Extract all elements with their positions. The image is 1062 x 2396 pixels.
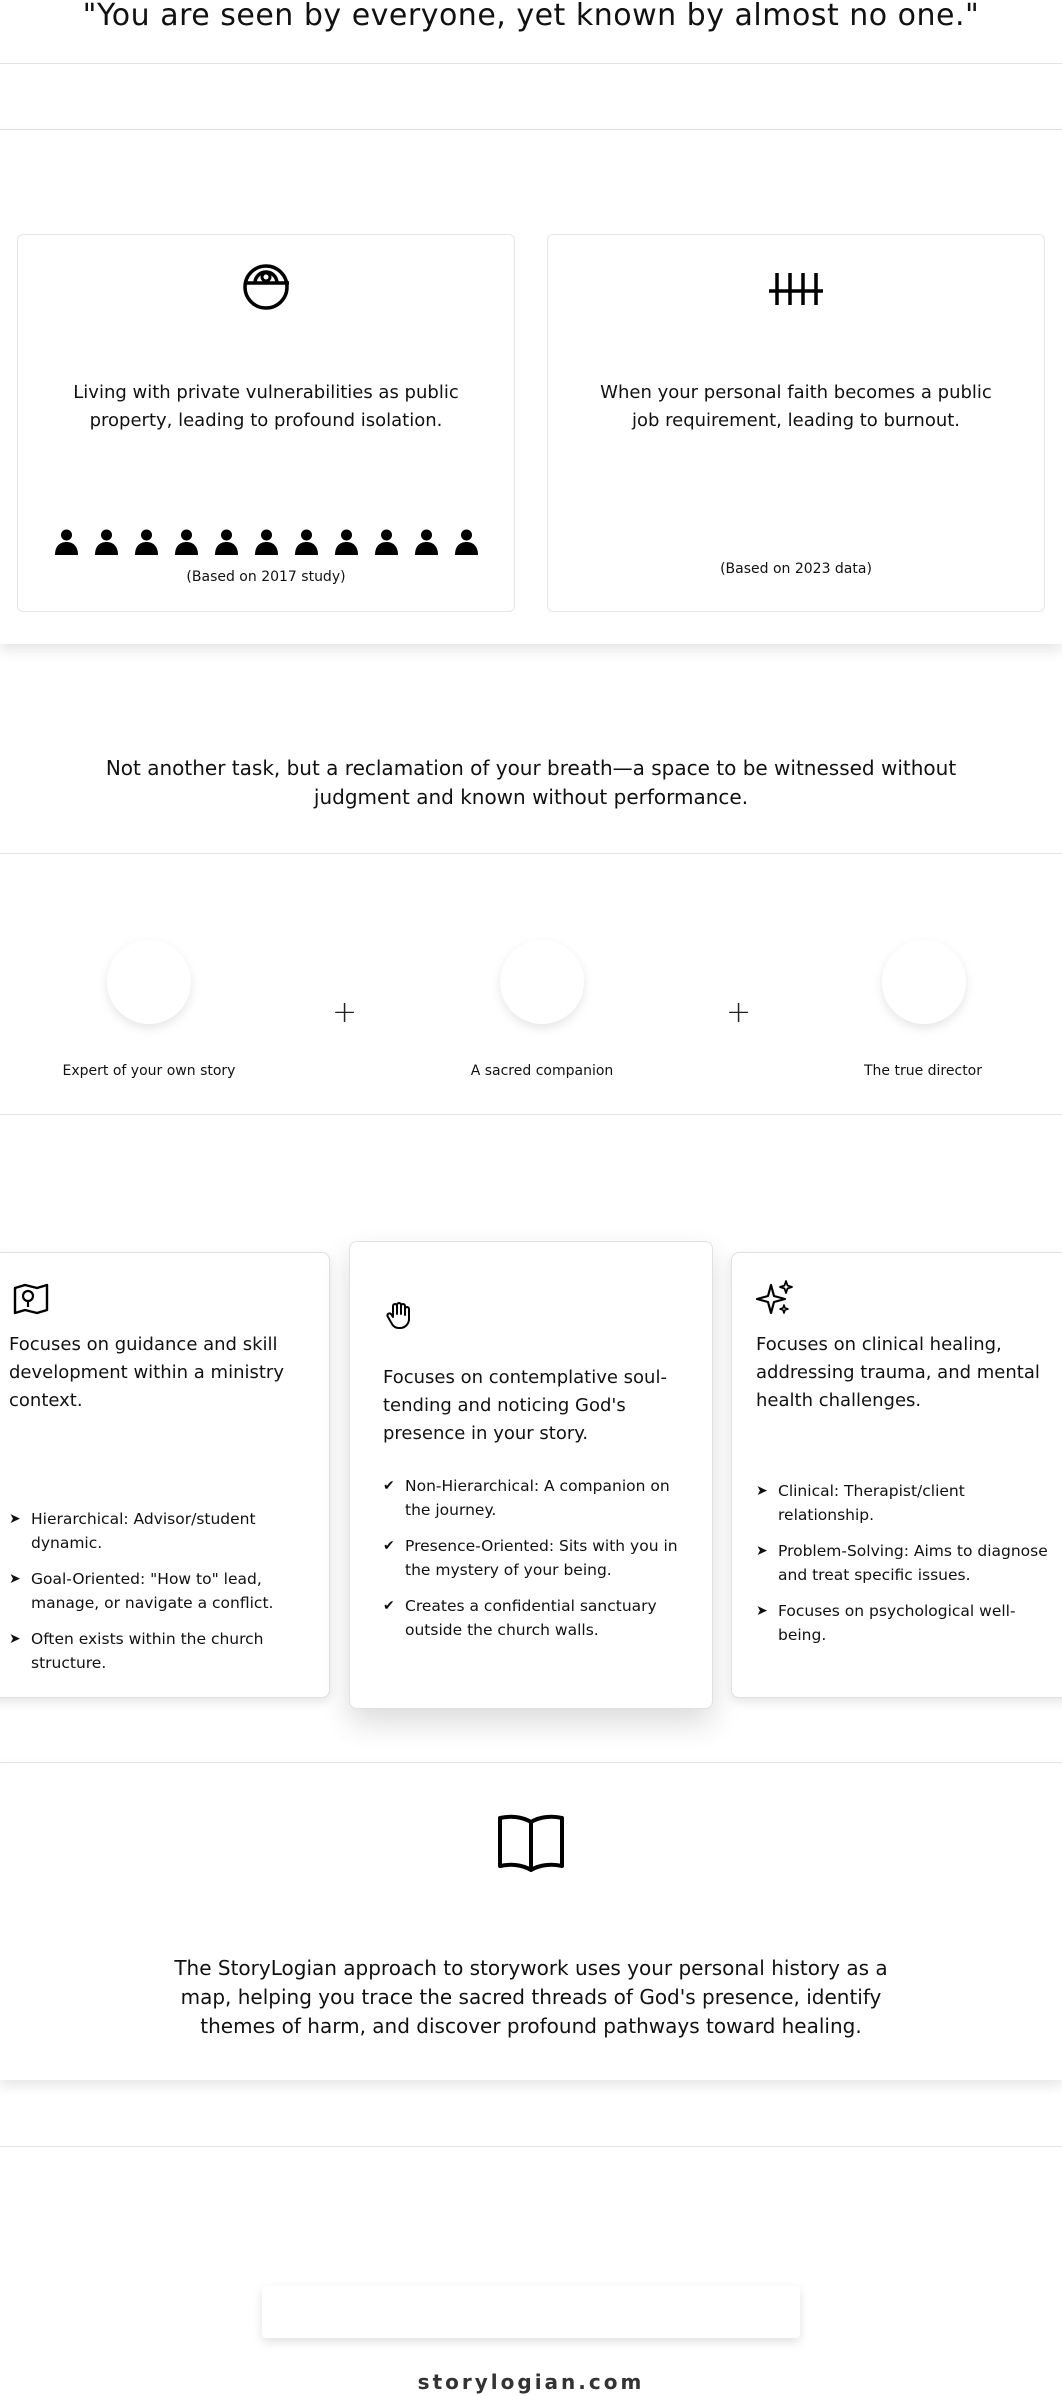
card-list bbox=[383, 1474, 693, 1654]
fishbowl-icon bbox=[18, 261, 514, 311]
person-icon bbox=[414, 529, 439, 555]
person-icon bbox=[94, 529, 119, 555]
comparison-card-therapy bbox=[731, 1252, 1062, 1698]
arrow-bullet-icon: ➤ bbox=[756, 1483, 768, 1499]
list-item: ✔ Non-Hierarchical: A companion on the journey. bbox=[383, 1474, 693, 1522]
map-book-icon bbox=[13, 1283, 49, 1319]
list-item: ✔ Presence-Oriented: Sits with you in the mystery of your being. bbox=[383, 1534, 693, 1582]
role-circle-companion bbox=[500, 940, 584, 1024]
list-item: ➤ Problem-Solving: Aims to diagnose and treat specific issues. bbox=[756, 1539, 1056, 1587]
checkmark-icon: ✔ bbox=[383, 1478, 395, 1494]
arrow-bullet-icon: ➤ bbox=[9, 1571, 21, 1587]
sparkles-icon bbox=[756, 1279, 794, 1321]
plus-icon: + bbox=[726, 995, 752, 1030]
person-icon bbox=[174, 529, 199, 555]
divider bbox=[0, 2146, 1062, 2147]
stat-card-burnout bbox=[547, 234, 1045, 612]
people-icon-row bbox=[18, 529, 514, 555]
card-lead-text: Focuses on contemplative soul-tending and noticing God's presence in your story. bbox=[383, 1367, 667, 1444]
tally-marks-icon bbox=[548, 271, 1044, 307]
person-icon bbox=[54, 529, 79, 555]
person-icon bbox=[214, 529, 239, 555]
card-list bbox=[9, 1507, 309, 1687]
plus-icon: + bbox=[332, 995, 358, 1030]
list-item: ➤ Clinical: Therapist/client relationship. bbox=[756, 1479, 1056, 1527]
arrow-bullet-icon: ➤ bbox=[9, 1511, 21, 1527]
person-icon bbox=[134, 529, 159, 555]
storywork-description: The StoryLogian approach to storywork uses your personal history as a map, helping you trace the sacred threads of God's presence, identify themes of harm, and discover profound pathways toward healing. bbox=[174, 1956, 888, 2038]
role-label: The true director bbox=[863, 1063, 982, 1079]
person-icon bbox=[454, 529, 479, 555]
divider bbox=[0, 853, 1062, 854]
list-item: ✔ Creates a confidential sanctuary outside the church walls. bbox=[383, 1594, 693, 1642]
role-label: A sacred companion bbox=[470, 1063, 614, 1079]
hand-icon bbox=[386, 1300, 412, 1334]
stat-card-isolation bbox=[17, 234, 515, 612]
person-icon bbox=[254, 529, 279, 555]
footer-site-name: storylogian.com bbox=[417, 2370, 645, 2394]
divider bbox=[0, 63, 1062, 64]
role-circle-director bbox=[882, 940, 966, 1024]
checkmark-icon: ✔ bbox=[383, 1538, 395, 1554]
divider bbox=[0, 1114, 1062, 1115]
person-icon bbox=[334, 529, 359, 555]
comparison-card-mentoring bbox=[0, 1252, 330, 1698]
role-label: Expert of your own story bbox=[62, 1063, 236, 1079]
hero-quote: "You are seen by everyone, yet known by almost no one." bbox=[82, 0, 980, 33]
checkmark-icon: ✔ bbox=[383, 1598, 395, 1614]
divider bbox=[0, 1762, 1062, 1763]
arrow-bullet-icon: ➤ bbox=[756, 1603, 768, 1619]
list-item: ➤ Focuses on psychological well-being. bbox=[756, 1599, 1056, 1647]
card-lead-text: Focuses on guidance and skill development within a ministry context. bbox=[9, 1334, 284, 1411]
role-circle-self bbox=[107, 940, 191, 1024]
stat-text: When your personal faith becomes a public job requirement, leading to burnout. bbox=[600, 382, 992, 431]
list-item: ➤ Hierarchical: Advisor/student dynamic. bbox=[9, 1507, 309, 1555]
card-list bbox=[756, 1479, 1056, 1659]
list-item: ➤ Often exists within the church structure. bbox=[9, 1627, 309, 1675]
arrow-bullet-icon: ➤ bbox=[756, 1543, 768, 1559]
card-lead-text: Focuses on clinical healing, addressing trauma, and mental health challenges. bbox=[756, 1334, 1040, 1411]
stat-source-note: (Based on 2023 data) bbox=[720, 561, 872, 577]
comparison-card-spiritual-direction bbox=[349, 1241, 713, 1709]
person-icon bbox=[374, 529, 399, 555]
content-card bbox=[262, 2286, 800, 2338]
person-icon bbox=[294, 529, 319, 555]
stat-source-note: (Based on 2017 study) bbox=[186, 569, 346, 585]
open-book-icon bbox=[497, 1812, 565, 1876]
mission-statement: Not another task, but a reclamation of your breath—a space to be witnessed without judgment and known without performance. bbox=[105, 756, 957, 809]
list-item: ➤ Goal-Oriented: "How to" lead, manage, or navigate a conflict. bbox=[9, 1567, 309, 1615]
arrow-bullet-icon: ➤ bbox=[9, 1631, 21, 1647]
stat-text: Living with private vulnerabilities as public property, leading to profound isolation. bbox=[73, 382, 459, 431]
